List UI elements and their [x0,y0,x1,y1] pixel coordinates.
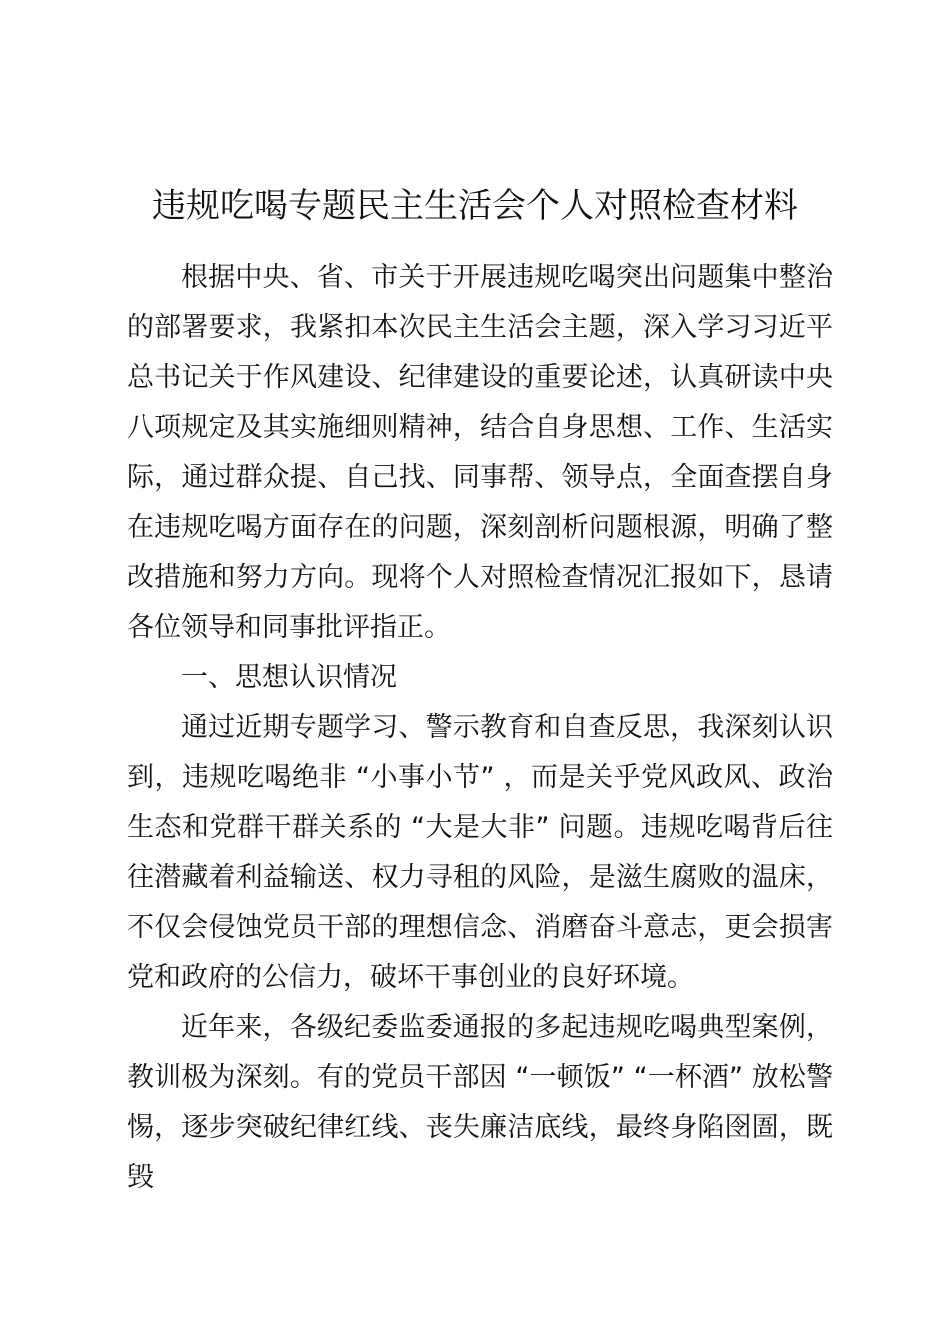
section-1-paragraph-1: 通过近期专题学习、警示教育和自查反思，我深刻认识到，违规吃喝绝非 “小事小节” ，而是关乎党风政风、政治生态和党群干群关系的 “大是大非” 问题。违规吃喝背后往往潜藏着利益输送、权力寻租的风险，是滋生腐败的温床，不仅会侵蚀党员干部的理想信念、消磨奋斗意志，更会损害党和政府的公信力，破坏干事创业的良好环境。 [127,712,833,993]
section-heading-1: 一、思想认识情况 [181,662,397,693]
section-1-paragraph-2: 近年来，各级纪委监委通报的多起违规吃喝典型案例，教训极为深刻。有的党员干部因 “一顿饭” “一杯酒” 放松警惕，逐步突破纪律红线、丧失廉洁底线，最终身陷囹圄，既毁 [127,1012,833,1193]
intro-paragraph: 根据中央、省、市关于开展违规吃喝突出问题集中整治的部署要求，我紧扣本次民主生活会主题，深入学习习近平总书记关于作风建设、纪律建设的重要论述，认真研读中央八项规定及其实施细则精神，结合自身思想、工作、生活实际，通过群众提、自己找、同事帮、领导点，全面查摆自身在违规吃喝方面存在的问题，深刻剖析问题根源，明确了整改措施和努力方向。现将个人对照检查情况汇报如下，恳请各位领导和同事批评指正。 [127,262,833,643]
document-title: 违规吃喝专题民主生活会个人对照检查材料 [152,186,798,226]
document-body [127,253,833,1203]
